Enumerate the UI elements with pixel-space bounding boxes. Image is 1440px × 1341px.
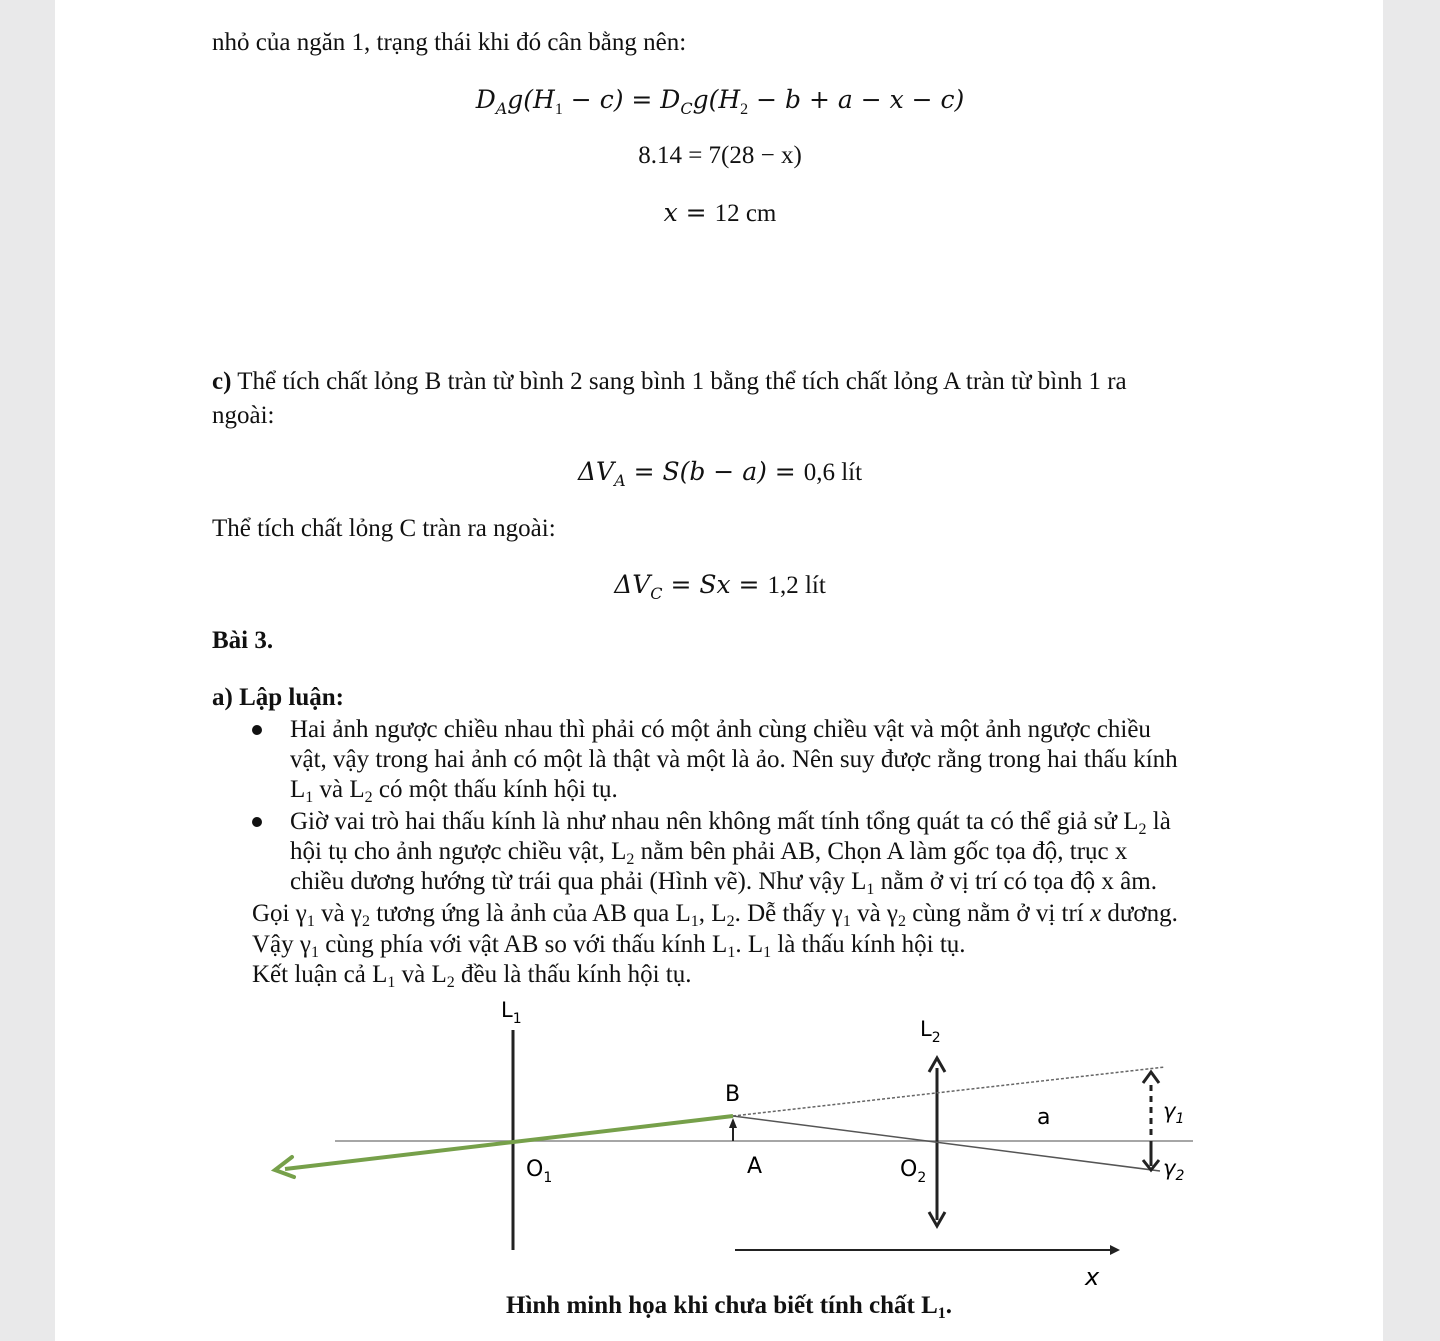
equation-delta-vc: $\Delta V_C = Sx = 1,2$ lít	[614, 570, 826, 603]
optics-diagram	[0, 990, 1440, 1290]
para-gamma: Gọi $\gamma_1$ và $\gamma_2$ tương ứng là ảnh của AB qua $L_1$, $L_2$. Dễ thấy $\gamma_1$ và $\gamma_2$ cùng nằm ở vị trí x dương.	[252, 900, 1178, 930]
bullet2-line2: hội tụ cho ảnh ngược chiều vật, $L_2$ nằm bên phải AB, Chọn A làm gốc tọa độ, trục x	[290, 838, 1128, 868]
figure-caption: Hình minh họa khi chưa biết tính chất $L_1$.	[506, 1292, 953, 1322]
para-same-side: Vậy $\gamma_1$ cùng phía với vật AB so với thấu kính $L_1$. $L_1$ là thấu kính hội tụ.	[252, 931, 966, 961]
bullet-icon	[252, 725, 262, 735]
green-ray	[285, 1116, 733, 1169]
part-c-line3: Thể tích chất lỏng C tràn ra ngoài:	[212, 515, 556, 542]
part-c-line1: c) Thể tích chất lỏng B tràn từ bình 2 sang bình 1 bằng thể tích chất lỏng A tràn từ bình 1 ra	[212, 368, 1127, 395]
label-a: A	[747, 1154, 763, 1179]
label-a-distance: a	[1037, 1105, 1051, 1130]
label-gamma1: $\gamma_1$	[1163, 1099, 1185, 1127]
bullet1-line3: $L_1$ và $L_2$ có một thấu kính hội tụ.	[290, 776, 618, 806]
label-o2: $O_2$	[900, 1157, 927, 1186]
bullet-icon	[252, 817, 262, 827]
gamma1-arrow-icon	[1143, 1072, 1159, 1083]
equation-result: x = 12 cm	[663, 198, 777, 227]
refracted-ray	[733, 1116, 1160, 1171]
equation-numeric: 8.14 = 7(28 − x)	[638, 142, 802, 169]
bullet2-line1: Giờ vai trò hai thấu kính là như nhau nên không mất tính tổng quát ta có thể giả sử $L_2$ là	[290, 808, 1171, 838]
bullet1-line1: Hai ảnh ngược chiều nhau thì phải có một ảnh cùng chiều vật và một ảnh ngược chiều	[290, 716, 1151, 743]
dashed-ray	[733, 1067, 1165, 1116]
bullet1-line2: vật, vậy trong hai ảnh có một là thật và một là ảo. Nên suy được rằng trong hai thấu kính	[290, 746, 1178, 773]
label-o1: $O_1$	[526, 1157, 553, 1186]
label-l2: $L_2$	[920, 1017, 941, 1046]
label-gamma2: $\gamma_2$	[1163, 1156, 1185, 1184]
part-a-title: a) Lập luận:	[212, 684, 344, 711]
equation-balance: $D_Ag(H_1 - c) = D_Cg(H_2 - b + a - x - c)$	[475, 85, 965, 118]
label-l1: $L_1$	[501, 998, 522, 1027]
part-c-line2: ngoài:	[212, 402, 275, 429]
equation-delta-va: $\Delta V_A = S(b - a) = 0,6$ lít	[577, 457, 863, 490]
label-x: x	[1085, 1263, 1100, 1290]
para-conclusion: Kết luận cả $L_1$ và $L_2$ đều là thấu kính hội tụ.	[252, 961, 692, 991]
bullet2-line3: chiều dương hướng từ trái qua phải (Hình vẽ). Như vậy $L_1$ nằm ở vị trí có tọa độ x âm.	[290, 868, 1157, 898]
intro-line: nhỏ của ngăn 1, trạng thái khi đó cân bằng nên:	[212, 29, 687, 56]
object-arrow-icon	[729, 1118, 737, 1128]
label-b: B	[725, 1082, 741, 1107]
section-title: Bài 3.	[212, 627, 274, 654]
